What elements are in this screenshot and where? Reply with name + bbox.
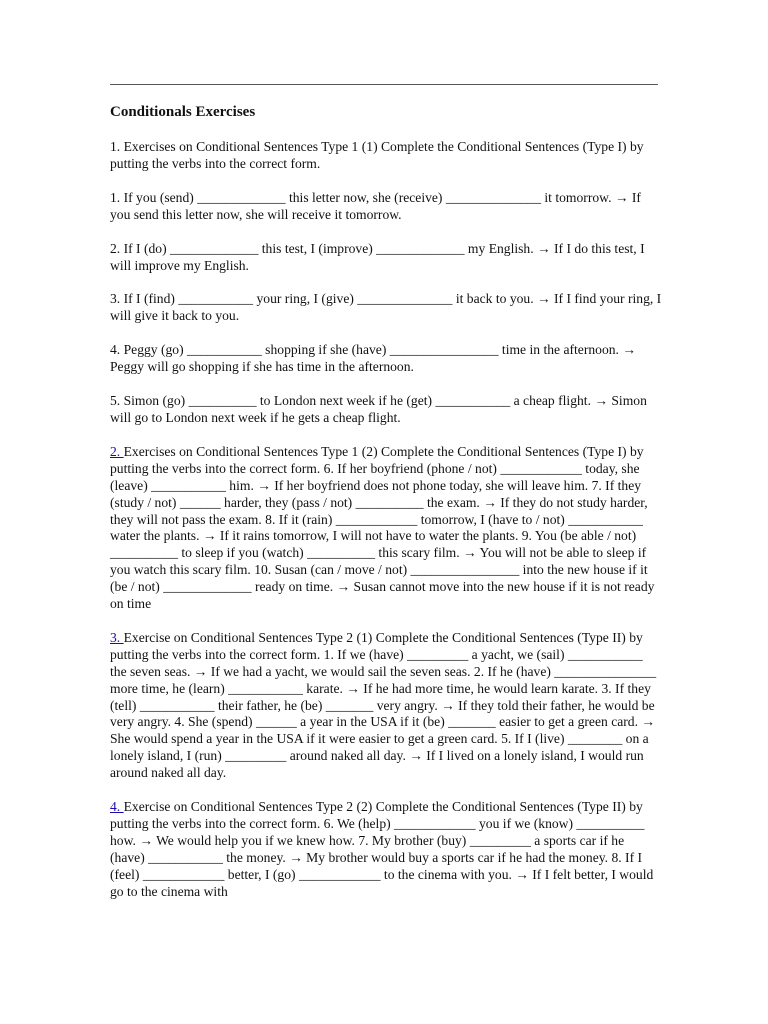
horizontal-rule — [110, 84, 658, 85]
section-type2-1 — [110, 630, 662, 782]
document-title: Conditionals Exercises — [110, 104, 256, 120]
section-type2-2 — [110, 799, 662, 900]
paragraph-intro-type1-1 — [110, 139, 662, 173]
paragraph-text: 1. If you (send) _____________ this letter now, she (receive) ______________ it tomorrow. → If you send this letter now, she will receive it tomorrow. — [110, 189, 641, 222]
document-body — [110, 139, 662, 918]
paragraph-text: 3. If I (find) ___________ your ring, I (give) ______________ it back to you. → If I find your ring, I will give it back to you. — [110, 291, 662, 324]
paragraph-text: Exercises on Conditional Sentences Type 1 (2) Complete the Conditional Sentences (Type I) by putting the verbs into the correct form. 6. If her boyfriend (phone / not) ____________ today, she (leave) ___________ him. → If her boyfriend does not phone today, she will leave him. 7. If they (study / not) ______ harder, they (pass / not) __________ the exam. → If they do not study harder, they will not pass the exam. 8. If it (rain) ____________ tomorrow, I (have to / not) ___________ water the plants. → If it rains tomorrow, I will not have to water the plants. 9. You (be able / not) __________ to sleep if you (watch) __________ this scary film. → You will not be able to sleep if you watch this scary film. 10. Susan (can / move / not) ________________ into the new house if it (be / not) _____________ ready on time. → Susan cannot move into the new house if it is not ready on time — [110, 443, 655, 612]
section-link-3[interactable]: 3. — [110, 629, 124, 645]
exercise-item-2 — [110, 241, 662, 275]
paragraph-text: 5. Simon (go) __________ to London next week if he (get) ___________ a cheap flight. → Simon will go to London next week if he gets a cheap flight. — [110, 393, 647, 425]
paragraph-text: Exercise on Conditional Sentences Type 2 (1) Complete the Conditional Sentences (Type II) by putting the verbs into the correct form. 1. If we (have) _________ a yacht, we (sail) ___________ the seven seas. → If we had a yacht, we would sail the seven seas. 2. If he (have) _______________ more time, he (learn) ___________ karate. → If he had more time, he would learn karate. 3. If they (tell) ___________ their father, he (be) _______ very angry. → If they told their father, he would be very angry. 4. She (spend) ______ a year in the USA if it (be) _______ easier to get a green card. → She would spend a year in the USA if it were easier to get a green card. 5. If I (live) ________ on a lonely island, I (run) _________ around naked all day. → If I lived on a lonely island, I would run around naked all day. — [110, 629, 657, 781]
paragraph-text: Exercise on Conditional Sentences Type 2 (2) Complete the Conditional Sentences (Type II) by putting the verbs into the correct form. 6. We (help) ____________ you if we (know) __________ how. → We would help you if we knew how. 7. My brother (buy) _________ a sports car if he (have) ___________ the money. → My brother would buy a sports car if he had the money. 8. If I (feel) ____________ better, I (go) ____________ to the cinema with you. → If I felt better, I would go to the cinema with — [110, 799, 654, 899]
exercise-item-1 — [110, 190, 662, 224]
exercise-item-4 — [110, 342, 662, 376]
paragraph-text: 4. Peggy (go) ___________ shopping if she (have) ________________ time in the afternoon. → Peggy will go shopping if she has time in the afternoon. — [110, 342, 636, 375]
paragraph-text: 2. If I (do) _____________ this test, I (improve) _____________ my English. → If I do this test, I will improve my English. — [110, 240, 645, 273]
section-link-2[interactable]: 2. — [110, 443, 124, 459]
section-link-4[interactable]: 4. — [110, 799, 124, 815]
exercise-item-5 — [110, 393, 662, 427]
section-type1-2 — [110, 444, 662, 613]
paragraph-text: 1. Exercises on Conditional Sentences Type 1 (1) Complete the Conditional Sentences (Type I) by putting the verbs into the correct form. — [110, 139, 644, 171]
exercise-item-3 — [110, 291, 662, 325]
